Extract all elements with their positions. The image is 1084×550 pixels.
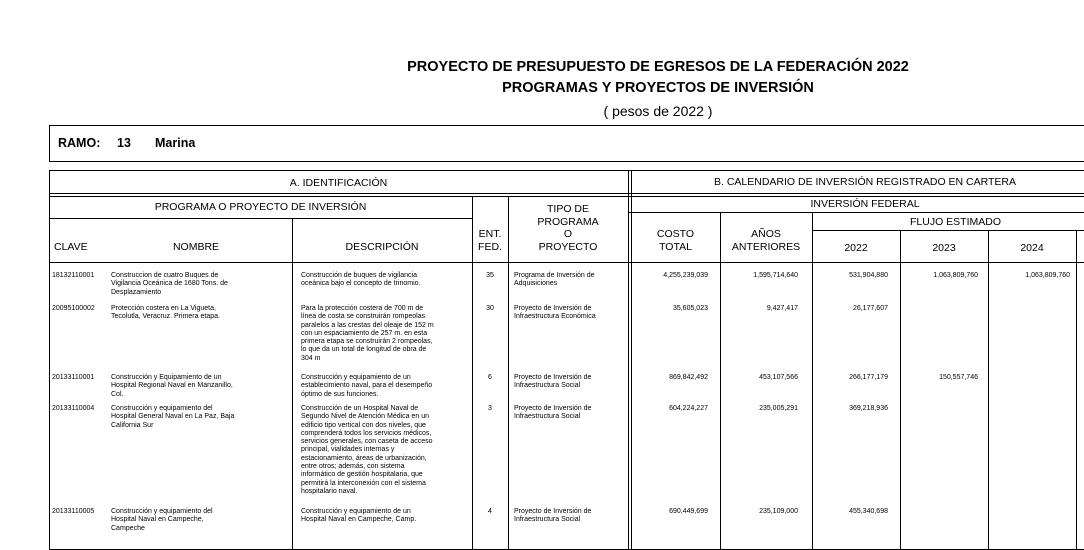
row-nombre: Construccion de cuatro Buques de Vigilancia Oceánica de 1680 Tons. de Desplazamiento [111,272,228,296]
table-rule [49,218,472,219]
inversion-federal-header: INVERSIÓN FEDERAL [810,198,920,210]
row-descripcion: Para la protección costera de 700 m de línea de costa se construirán rompeolas paralelos a las crestas del oleaje de 152 m con un espaciamiento de 257 m. en esta primera etapa se construirán 2 rompeolas, lo que da un total de longitud de obra de 304 m [301,305,434,362]
col-header-nombre: NOMBRE [172,241,220,253]
row-costo-total: 690,449,699 [669,508,708,515]
row-anos-anteriores: 9,427,417 [766,305,798,312]
table-rule [1076,230,1077,550]
table-rule [631,170,632,550]
col-header-2024: 2024 [1020,242,1044,254]
row-descripcion: Construcción de buques de vigilancia oceánica bajo el concepto de trinomio. [301,272,421,288]
row-tipo: Proyecto de Inversión de Infraestructura Económica [514,305,596,321]
row-anos-anteriores: 1,595,714,640 [753,272,798,279]
ramo-label: RAMO: [58,136,101,150]
page-subtitle-programs: PROGRAMAS Y PROYECTOS DE INVERSIÓN [502,80,814,96]
row-tipo: Programa de Inversión de Adquisiciones [514,272,595,288]
col-header-tipo: TIPO DE PROGRAMA O PROYECTO [537,203,599,253]
row-descripcion: Construcción y equipamiento de un Hospital Naval en Campeche, Camp. [301,508,417,524]
row-tipo: Proyecto de Inversión de Infraestructura Social [514,508,592,524]
flujo-estimado-header: FLUJO ESTIMADO [909,216,1001,228]
table-rule [292,218,293,550]
row-nombre: Construcción y equipamiento del Hospital Naval en Campeche, Campeche [111,508,213,532]
row-costo-total: 4,255,239,039 [663,272,708,279]
row-anos-anteriores: 453,107,566 [759,374,798,381]
row-nombre: Construcción y Equipamiento de un Hospital Regional Naval en Manzanillo, Col. [111,374,233,398]
section-calendario-header: B. CALENDARIO DE INVERSIÓN REGISTRADO EN CARTERA [713,176,1017,188]
ramo-number: 13 [117,136,131,150]
col-header-anos-anteriores: AÑOS ANTERIORES [731,228,801,253]
row-ent-fed: 30 [486,305,494,312]
col-header-2023: 2023 [932,242,956,254]
table-rule [628,170,629,550]
col-header-costo-total: COSTO TOTAL [656,228,695,253]
row-2022: 369,218,936 [849,405,888,412]
row-tipo: Proyecto de Inversión de Infraestructura Social [514,405,592,421]
row-clave: 18132110001 [52,272,95,279]
table-rule [628,212,1084,213]
row-anos-anteriores: 235,109,000 [759,508,798,515]
section-identificacion-header: A. IDENTIFICACIÓN [289,177,388,189]
row-clave: 20095100002 [52,305,95,312]
row-nombre: Construcción y equipamiento del Hospital General Naval en La Paz, Baja California Sur [111,405,235,429]
row-costo-total: 35,605,023 [672,305,708,312]
row-2022: 266,177,179 [849,374,888,381]
row-2022: 26,177,607 [852,305,888,312]
table-rule [49,193,1084,194]
table-rule [49,262,1084,263]
col-header-descripcion: DESCRIPCIÓN [345,241,419,253]
row-clave: 20133110001 [52,374,95,381]
row-2022: 455,340,698 [849,508,888,515]
row-tipo: Proyecto de Inversión de Infraestructura Social [514,374,592,390]
row-nombre: Protección costera en La Vigueta, Tecolutla, Veracruz. Primera etapa. [111,305,220,321]
row-descripcion: Construcción de un Hospital Naval de Segundo Nivel de Atención Médica en un edificio tipo vertical con dos niveles, que comprenderá todos los servicios médicos, servicios generales, con caseta de acceso principal, vialidades internas y estacionamiento, áreas de urbanización, entre otros; además, con sistema informático de gestión hospitalaria, que permitirá la interconexión con el sistema hospitalario naval. [301,405,433,495]
row-costo-total: 604,224,227 [669,405,708,412]
ramo-box [49,125,1084,162]
col-header-clave: CLAVE [54,241,88,253]
col-header-ent-fed: ENT. FED. [478,228,502,253]
row-clave: 20133110004 [52,405,95,412]
table-rule [49,196,1084,197]
row-2023: 150,557,746 [939,374,978,381]
page-title: PROYECTO DE PRESUPUESTO DE EGRESOS DE LA FEDERACIÓN 2022 [407,59,909,75]
row-ent-fed: 35 [486,272,494,279]
ramo-name: Marina [155,136,196,150]
row-2024: 1,063,809,760 [1025,272,1070,279]
row-ent-fed: 4 [488,508,492,515]
row-anos-anteriores: 235,005,291 [759,405,798,412]
programa-proyecto-header: PROGRAMA O PROYECTO DE INVERSIÓN [154,201,367,213]
row-clave: 20133110005 [52,508,95,515]
table-rule [812,230,1084,231]
col-header-2022: 2022 [844,242,868,254]
row-ent-fed: 6 [488,374,492,381]
row-descripcion: Construcción y equipamiento de un establecimiento naval, para el desempeño óptimo de sus funciones. [301,374,433,398]
row-ent-fed: 3 [488,405,492,412]
currency-note: ( pesos de 2022 ) [603,103,713,119]
row-costo-total: 869,842,492 [669,374,708,381]
row-2022: 531,904,880 [849,272,888,279]
row-2023: 1,063,809,760 [933,272,978,279]
